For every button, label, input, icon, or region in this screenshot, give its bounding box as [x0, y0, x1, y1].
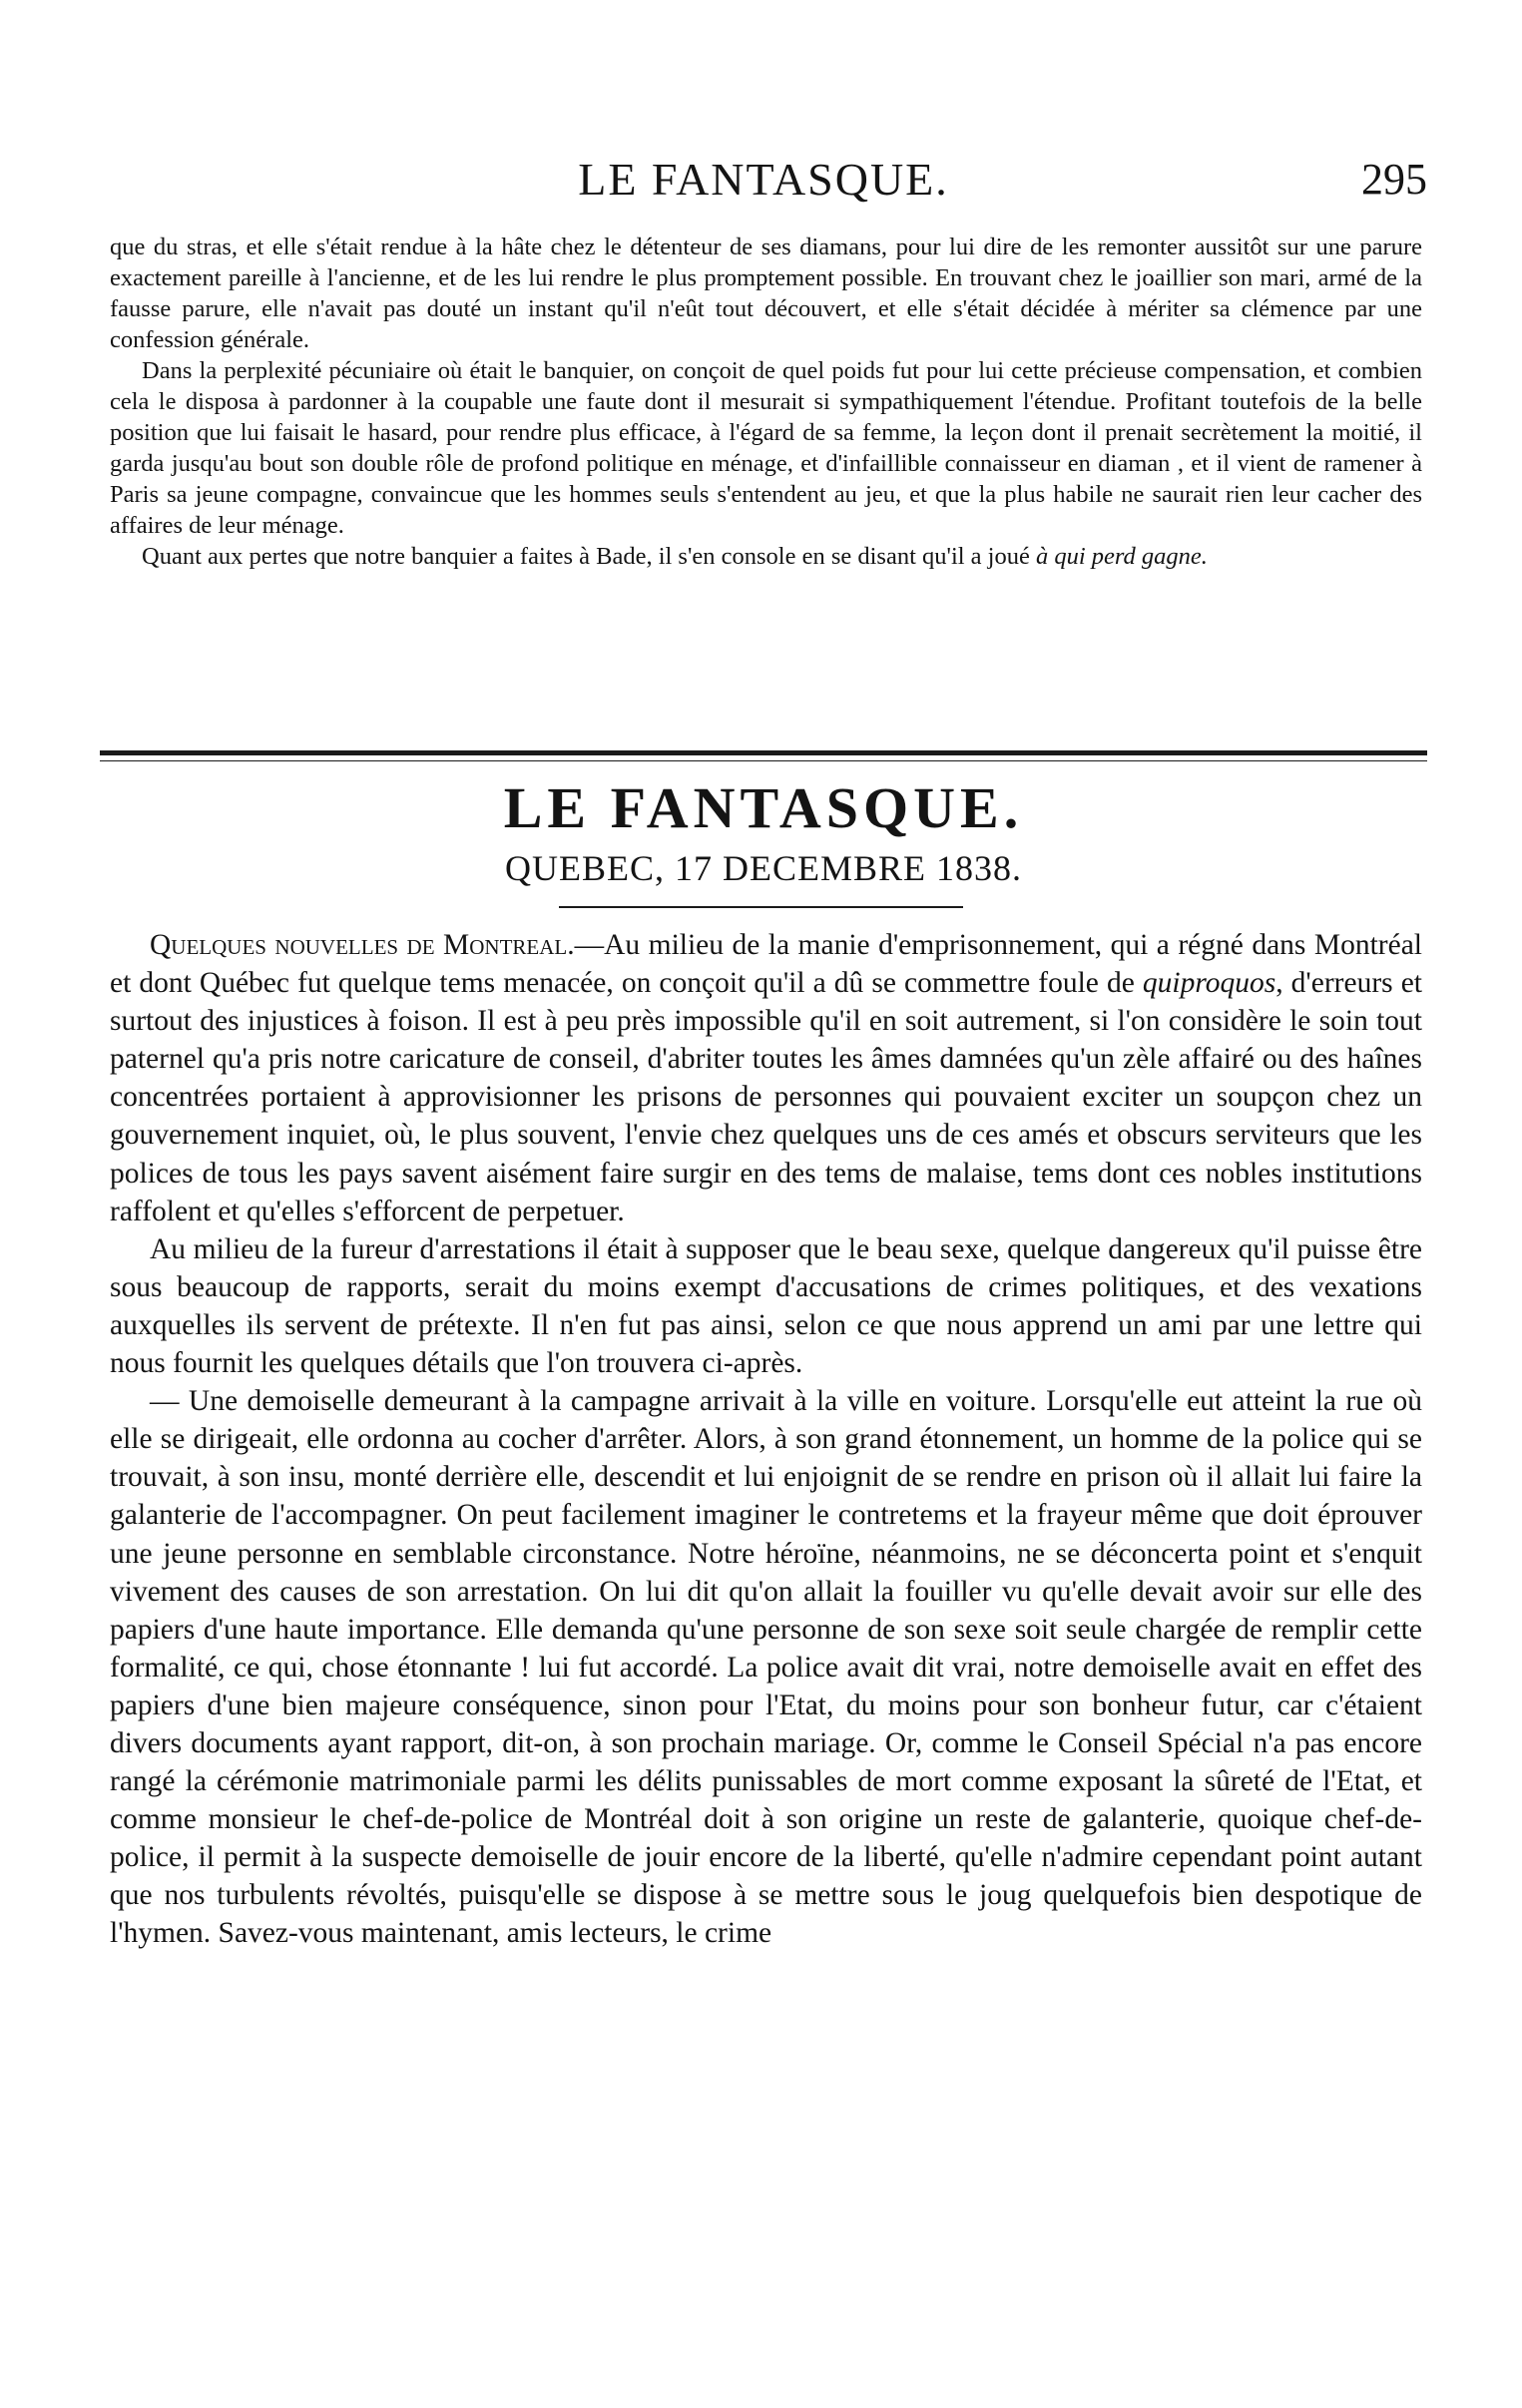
paragraph-text: , d'erreurs et surtout des injustices à foison. Il est à peu près impossible qu'il en soit autrement, si l'on considère le soin tout paternel qu'a pris notre caricature de conseil, d'abriter toutes les âmes damnées qu'un zèle affairé ou des haînes concentrées portaient à approvisionner les prisons de personnes qui pouvaient exciter un soupçon chez un gouvernement inquiet, où, le plus souvent, l'envie chez quelques uns de ces amés et obscurs serviteurs que les polices de tous les pays savent aisément faire surgir en des tems de malaise, tems dont ces nobles institutions raffolent et qu'elles s'efforcent de perpetuer. — [110, 967, 1422, 1227]
paragraph — [110, 541, 1422, 572]
paragraph: que du stras, et elle s'était rendue à la hâte chez le détenteur de ses diamans, pour lui dire de les remonter aussitôt sur une parure exactement pareille à l'ancienne, et de les lui rendre le plus promptement possible. En trouvant chez le joaillier son mari, armé de la fausse parure, elle n'avait pas douté un instant qu'il n'eût tout découvert, et elle s'était décidée à mériter sa clémence par une confession générale. — [110, 234, 1422, 353]
masthead-title: LE FANTASQUE. — [503, 775, 1024, 840]
article-headline: Quelques nouvelles de Montreal. — [150, 929, 575, 961]
italic-word: quiproquos — [1142, 967, 1276, 1000]
dateline: QUEBEC, 17 DECEMBRE 1838. — [504, 848, 1022, 888]
running-title: LE FANTASQUE. — [578, 154, 949, 205]
italic-phrase: à qui perd gagne. — [1036, 543, 1208, 570]
page-number: 295 — [1361, 155, 1427, 204]
article — [110, 926, 1422, 1953]
paragraph — [110, 926, 1422, 1230]
section-divider-thin — [100, 760, 1427, 761]
paragraph: — Une demoiselle demeurant à la campagne arrivait à la ville en voiture. Lorsqu'elle eut atteint la rue où elle se dirigeait, elle ordonna au cocher d'arrêter. Alors, à son grand étonnement, un homme de la police qui se trouvait, à son insu, monté derrière elle, descendit et lui enjoignit de se rendre en prison où il allait lui faire la galanterie de l'accompagner. On peut facilement imaginer le contretems et la frayeur même que doit éprouver une jeune personne en semblable circonstance. Notre héroïne, néanmoins, ne se déconcerta point et s'enquit vivement des causes de son arrestation. On lui dit qu'on allait la fouiller vu qu'elle devait avoir sur elle des papiers d'une haute importance. Elle demanda qu'une personne de son sexe soit seule chargée de remplir cette formalité, ce qui, chose étonnante ! lui fut accordé. La police avait dit vrai, notre demoiselle avait en effet des papiers d'une bien majeure conséquence, sinon pour l'Etat, du moins pour son bonheur futur, car c'étaient divers documents ayant rapport, dit-on, à son prochain mariage. Or, comme le Conseil Spécial n'a pas encore rangé la cérémonie matrimoniale parmi les délits punissables de mort comme exposant la sûreté de l'Etat, et comme monsieur le chef-de-police de Montréal doit à son origine un reste de galanterie, quoique chef-de-police, il permit à la suspecte demoiselle de jouir encore de la liberté, qu'elle n'admire cependant point autant que nos turbulents révoltés, puisqu'elle se dispose à se mettre sous le joug quelquefois bien despotique de l'hymen. Savez-vous maintenant, amis lecteurs, le crime — [110, 1385, 1422, 1950]
paragraph: Au milieu de la fureur d'arrestations il était à supposer que le beau sexe, quelque dangereux qu'il puisse être sous beaucoup de rapports, serait du moins exempt d'accusations de crimes politiques, et des vexations auxquelles ils servent de prétexte. Il n'en fut pas ainsi, selon ce que nous apprend un ami par une lettre qui nous fournit les quelques détails que l'on trouvera ci-après. — [110, 1232, 1422, 1380]
running-head — [100, 150, 1427, 210]
section-divider-thick — [100, 750, 1427, 755]
dateline-rule — [559, 906, 963, 908]
paragraph: Dans la perplexité pécuniaire où était le banquier, on conçoit de quel poids fut pour lui cette précieuse compensation, et combien cela le disposa à pardonner à la coupable une faute dont il mesurait si sympathiquement l'étendue. Profitant toutefois de la belle position que lui faisait le hasard, pour rendre plus efficace, à l'égard de sa femme, la leçon dont il prenait secrètement la moitié, il garda jusqu'au bout son double rôle de profond politique en ménage, et d'infaillible connaisseur en diaman , et il vient de ramener à Paris sa jeune compagne, convaincue que les hommes seuls s'entendent au jeu, et que la plus habile ne saurait rien leur cacher des affaires de leur ménage. — [110, 357, 1422, 539]
paragraph-text: Quant aux pertes que notre banquier a faites à Bade, il s'en console en se disant qu'il a joué — [142, 543, 1036, 570]
continued-story — [110, 232, 1422, 572]
paragraph-text: —Au milieu de la manie d'emprisonnement, qui a régné dans Montréal et dont Québec fut quelque tems menacée, on conçoit qu'il a dû se commettre foule de — [110, 929, 1422, 1000]
